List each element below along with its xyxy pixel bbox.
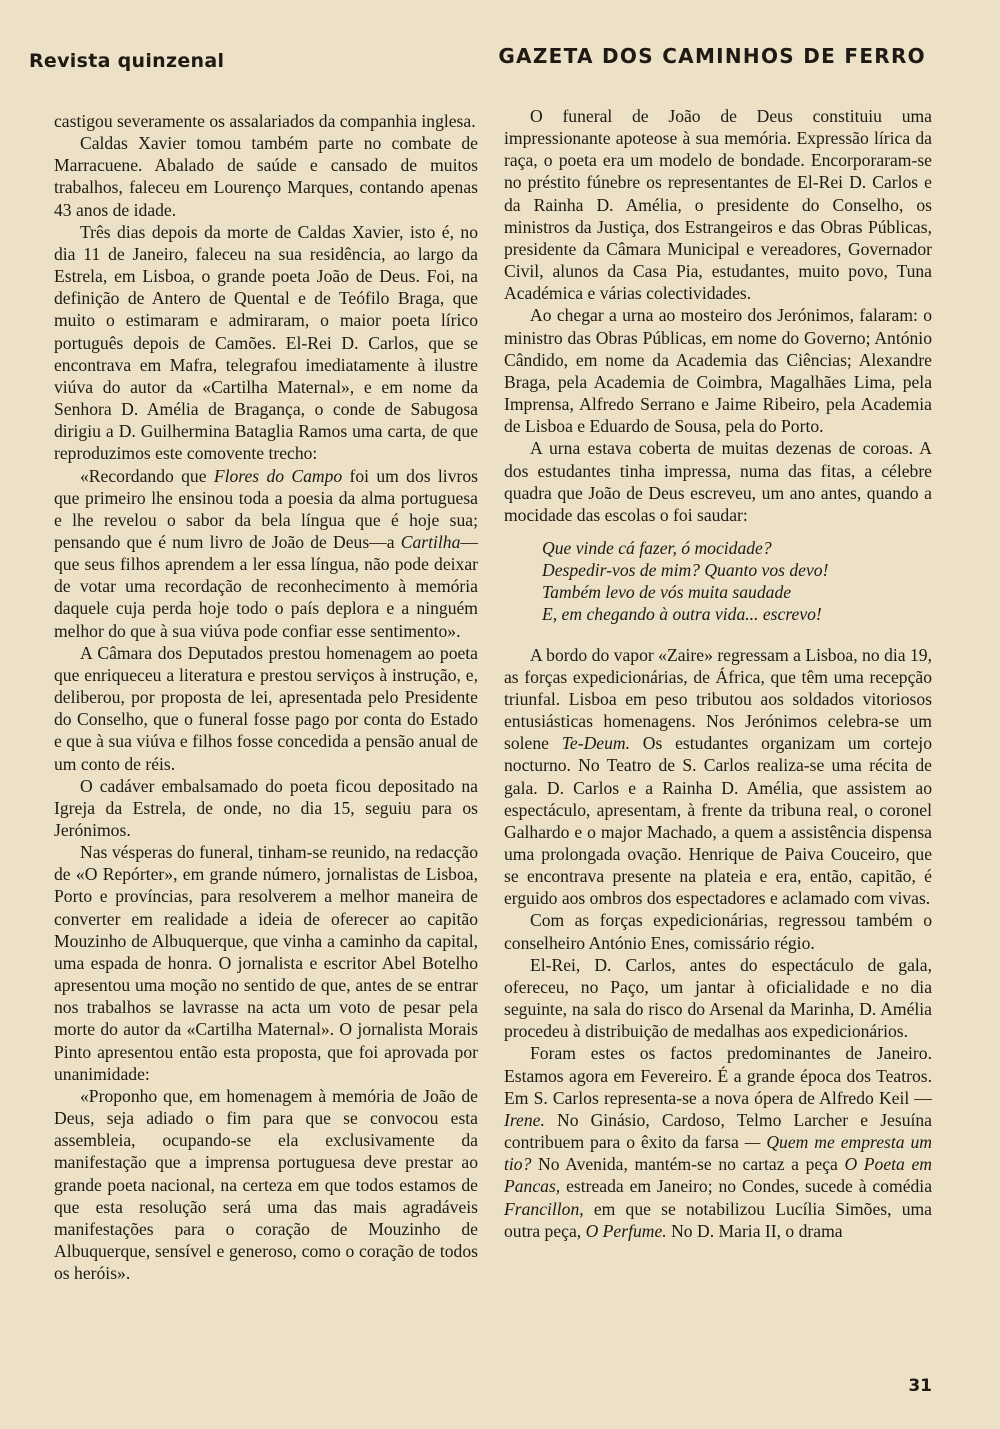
paragraph: Ao chegar a urna ao mosteiro dos Jerónimos, falaram: o ministro das Obras Públicas, em nome do Governo; António Cândido, em nome da Academia das Ciências; Alexandre Braga, pela Academia de Coimbra, Magalhães Lima, pela Imprensa, Alfredo Serrano e Jaime Ribeiro, pela Academia de Lisboa e Eduardo de Sousa, pela do Porto. — [504, 305, 932, 437]
text-run: foi um dos livros que primeiro lhe ensinou toda a poesia da alma portuguesa e lhe revelou o sabor da bela língua que é hoje sua; pensando que é num livro de João de Deus—a — [54, 465, 478, 552]
book-title: Cartilha — [400, 531, 461, 552]
paragraph — [504, 1042, 932, 1241]
poem-line: Que vinde cá fazer, ó mocidade? — [542, 537, 772, 558]
play-title: — Quem me empresta um tio? — [504, 1132, 932, 1175]
text-run: Foram estes os factos predominantes de Janeiro. Estamos agora em Fevereiro. É a grande época dos Teatros. Em S. Carlos representa-se a nova ópera de Alfredo Keil — — [504, 1043, 932, 1108]
play-title: Francillon, — [504, 1198, 584, 1219]
text-run: No Avenida, mantém-se no cartaz a peça — [531, 1154, 845, 1175]
text-run: —que seus filhos aprendem a ler essa língua, não pode deixar de votar uma recordação de reconhecimento à memória daquele cuja perda hoje todo o país deplora e a ninguém melhor do que à sua viúva pode confiar esse sentimento». — [54, 531, 478, 641]
poem-line: Despedir-vos de mim? Quanto vos devo! — [542, 560, 829, 581]
play-title: O Perfume. — [585, 1220, 667, 1241]
quoted-paragraph: «Proponho que, em homenagem à memória de João de Deus, seja adiado o fim para que se convocou esta assembleia, ocupando-se ela exclusivamente da manifestação que a imprensa portuguesa deve prestar ao grande poeta nacional, na certeza em que todos estamos de que esta resolução será uma das mais agradáveis manifestações para o coração de Mouzinho de Albuquerque, sensível e generoso, como o coração de todos os heróis». — [54, 1085, 478, 1284]
page-number: 31 — [908, 1376, 932, 1396]
left-column — [54, 110, 478, 1284]
paragraph — [504, 644, 932, 910]
running-header-left: Revista quinzenal — [29, 50, 225, 72]
paragraph: Caldas Xavier tomou também parte no combate de Marracuene. Abalado de saúde e cansado de muitos trabalhos, faleceu em Lourenço Marques, contando apenas 43 anos de idade. — [54, 133, 478, 220]
paragraph: A Câmara dos Deputados prestou homenagem ao poeta que enriqueceu a literatura e prestou serviços à instrução, e, deliberou, por proposta de lei, apresentada pelo Presidente do Conselho, que o funeral fosse pago por conta do Estado e que à sua viúva e filhos fosse concedida a pensão anual de um conto de réis. — [54, 642, 478, 774]
text-run: No D. Maria II, o drama — [666, 1220, 843, 1241]
paragraph: O funeral de João de Deus constituiu uma impressionante apoteose à sua memória. Expressão lírica da raça, o poeta era um modelo de bondade. Encorporaram-se no préstito fúnebre os representantes de El-Rei D. Carlos e da Rainha D. Amélia, o presidente do Conselho, os ministros da Justiça, dos Estrangeiros e das Obras Públicas, presidente da Câmara Municipal e vereadores, Governador Civil, alunos da Casa Pia, estudantes, muito povo, Tuna Académica e várias colectividades. — [504, 106, 932, 304]
text-run: «Recordando que — [80, 465, 214, 486]
paragraph: O cadáver embalsamado do poeta ficou depositado na Igreja da Estrela, de onde, no dia 15, seguiu para os Jerónimos. — [54, 775, 478, 840]
paragraph: Nas vésperas do funeral, tinham-se reunido, na redacção de «O Repórter», em grande número, jornalistas de Lisboa, Porto e províncias, para resolverem a melhor maneira de converter em realidade a ideia de oferecer ao capitão Mouzinho de Albuquerque, que vinha a caminho da capital, uma espada de honra. O jornalista e escritor Abel Botelho apresentou uma moção no sentido de que, antes de se entrar nos trabalhos se lavrasse na acta um voto de pesar pela morte do autor da «Cartilha Maternal». O jornalista Morais Pinto apresentou então esta proposta, que foi aprovada por unanimidade: — [54, 842, 478, 1084]
play-title: O Poeta em Pancas, — [504, 1154, 932, 1197]
text-run: No Ginásio, Cardoso, Telmo Larcher e Jesuína contribuem para o êxito da farsa — [504, 1109, 932, 1153]
quoted-paragraph — [54, 465, 478, 642]
paragraph: Três dias depois da morte de Caldas Xavier, isto é, no dia 11 de Janeiro, faleceu na sua residência, ao largo da Estrela, em Lisboa, o grande poeta João de Deus. Foi, na definição de Antero de Quental e de Teófilo Braga, que muito o estimaram e admiraram, o maior poeta lírico português depois de Camões. El-Rei D. Carlos, que se encontrava em Mafra, telegrafou imediatamente à ilustre viúva do autor da «Cartilha Maternal», e em nome da Senhora D. Amélia de Bragança, o conde de Sabugosa dirigiu a D. Guilhermina Bataglia Ramos uma carta, de que reproduzimos este comovente trecho: — [54, 221, 478, 464]
poem-quatrain — [542, 537, 932, 626]
book-title: Flores do Campo — [213, 465, 343, 486]
paragraph: A urna estava coberta de muitas dezenas de coroas. A dos estudantes tinha impressa, numa das fitas, a célebre quadra que João de Deus escreveu, um ano antes, quando a mocidade das escolas o foi saudar: — [504, 438, 932, 525]
text-run: Os estudantes organizam um cortejo nocturno. No Teatro de S. Carlos realiza-se uma récita de gala. D. Carlos e a Rainha D. Amélia, que assistem ao espectáculo, apresentam, à frente da tribuna real, o coronel Galhardo e o major Machado, a quem a assistência dispensa uma prolongada ovação. Henrique de Paiva Couceiro, que se encontrava presente na plateia e era, então, capitão, é erguido aos ombros dos espectadores e aclamado com vivas. — [504, 733, 932, 909]
poem-line: Também levo de vós muita saudade — [542, 582, 792, 603]
right-column — [504, 105, 932, 1242]
italic-term: Te-Deum. — [561, 733, 630, 754]
text-run: A bordo do vapor «Zaire» regressam a Lisboa, no dia 19, as forças expedicionárias, de África, que têm uma recepção triunfal. Lisboa em peso tributou aos soldados vitoriosos entusiásticas homenagens. Nos Jerónimos celebra-se um solene — [504, 644, 932, 754]
paragraph: El-Rei, D. Carlos, antes do espectáculo de gala, ofereceu, no Paço, um jantar à oficialidade e no dia seguinte, na sala do risco do Arsenal da Marinha, D. Amélia procedeu à distribuição de medalhas aos expedicionários. — [504, 954, 932, 1042]
text-run: em que se notabilizou Lucília Simões, uma outra peça, — [504, 1198, 932, 1241]
running-header-right: GAZETA DOS CAMINHOS DE FERRO — [498, 44, 926, 68]
paragraph: castigou severamente os assalariados da companhia inglesa. — [54, 111, 476, 131]
paragraph: Com as forças expedicionárias, regressou também o conselheiro António Enes, comissário régio. — [504, 910, 932, 953]
text-run: estreada em Janeiro; no Condes, sucede à comédia — [560, 1176, 932, 1197]
play-title: Irene. — [504, 1109, 545, 1130]
poem-line: E, em chegando à outra vida... escrevo! — [542, 604, 822, 625]
